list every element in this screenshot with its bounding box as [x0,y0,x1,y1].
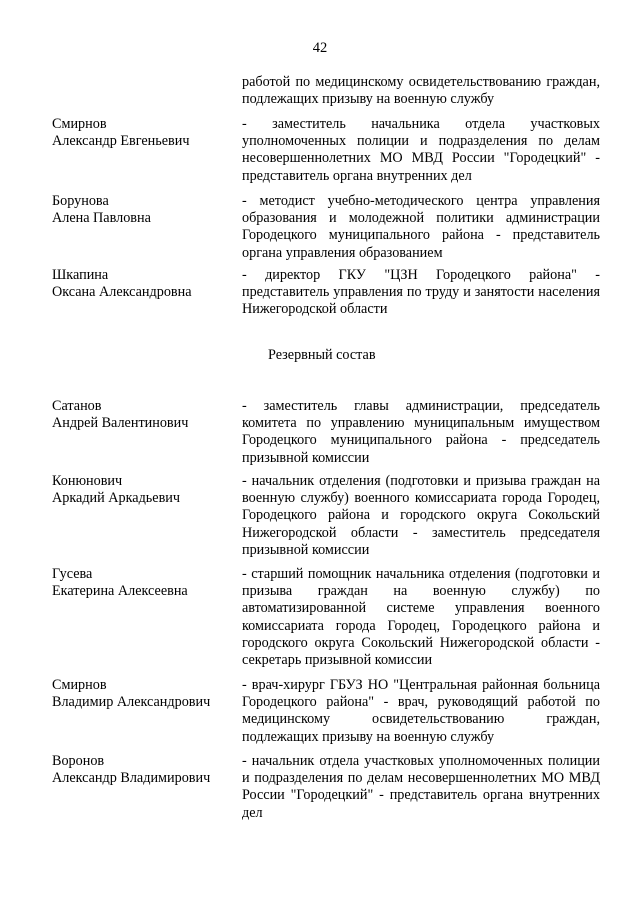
member-description: - старший помощник начальника отделения (подготовки и призыва граждан на военную службу) по автоматизированной системе управления военного комиссариата города Городец, Городецкого района и городского округа Сокольский Нижегородской области - секретарь призывной комиссии [242,566,600,669]
member-description: - начальник отделения (подготовки и призыва граждан на военную службу) военного комиссариата города Городец, Городецкого района и городского округа Сокольский Нижегородской области - заместитель председателя призывной комиссии [242,473,600,558]
member-name [52,677,237,711]
member-name [52,753,237,787]
member-description: - врач-хирург ГБУЗ НО "Центральная районная больница Городецкого района" - врач, руководящий работой по медицинскому освидетельствованию граждан, подлежащих призыву на военную службу [242,677,600,745]
member-name [52,398,237,432]
member-surname: Смирнов [52,116,107,132]
member-name [52,473,237,507]
reserve-section-title: Резервный состав [268,347,376,363]
member-description: - начальник отдела участковых уполномоченных полиции и подразделения по делам несовершеннолетних МО МВД России "Городецкий" - представитель органа внутренних дел [242,753,600,821]
page-number: 42 [312,40,328,56]
member-surname: Сатанов [52,398,102,414]
member-surname: Конюнович [52,473,123,489]
member-description: - методист учебно-методического центра управления образования и молодежной политики администрации Городецкого муниципального района - представитель органа управления образованием [242,193,600,261]
member-surname: Воронов [52,753,105,769]
member-description: - директор ГКУ "ЦЗН Городецкого района" - представитель управления по труду и занятости населения Нижегородской области [242,267,600,318]
continuation-text: работой по медицинскому освидетельствованию граждан, подлежащих призыву на военную службу [242,74,600,108]
member-description: - заместитель главы администрации, председатель комитета по управлению муниципальным имуществом Городецкого муниципального района - председатель призывной комиссии [242,398,600,466]
member-name [52,566,237,600]
member-surname: Смирнов [52,677,107,693]
member-given-name: Владимир Александрович [52,694,211,711]
member-given-name: Андрей Валентинович [52,415,189,432]
member-name [52,116,237,150]
member-given-name: Екатерина Алексеевна [52,583,188,600]
member-surname: Шкапина [52,267,109,283]
member-given-name: Алена Павловна [52,210,151,227]
member-given-name: Оксана Александровна [52,284,192,301]
member-given-name: Александр Владимирович [52,770,211,787]
member-name [52,267,237,301]
member-given-name: Александр Евгеньевич [52,133,190,150]
member-surname: Гусева [52,566,93,582]
member-name [52,193,237,227]
member-surname: Борунова [52,193,109,209]
member-description: - заместитель начальника отдела участковых уполномоченных полиции и подразделения по делам несовершеннолетних МО МВД России "Городецкий" - представитель органа внутренних дел [242,116,600,184]
member-given-name: Аркадий Аркадьевич [52,490,180,507]
